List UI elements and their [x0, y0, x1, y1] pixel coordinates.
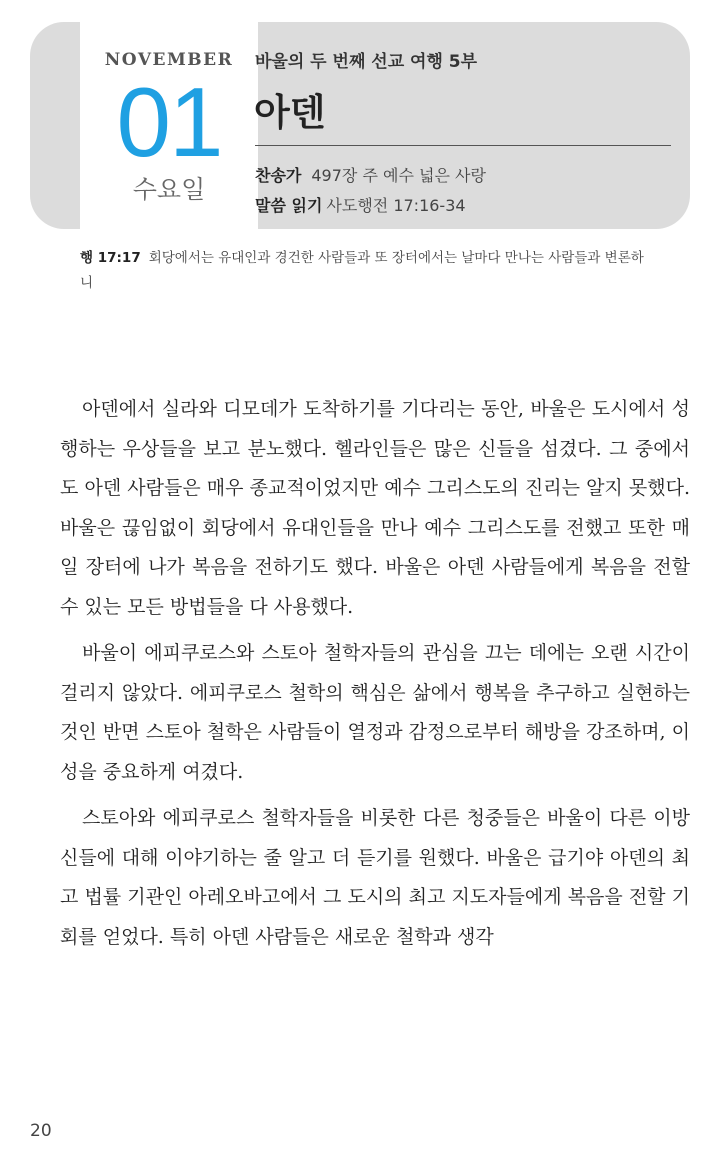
day-number: 01	[116, 67, 222, 177]
reading-label: 말씀 읽기	[255, 196, 323, 215]
devotional-header	[30, 22, 690, 229]
hymn-row	[255, 163, 486, 186]
reading-value: 사도행전 17:16-34	[326, 196, 466, 215]
hymn-label: 찬송가	[255, 166, 302, 185]
page-number: 20	[30, 1121, 52, 1141]
devotional-body	[60, 390, 690, 964]
key-verse	[80, 246, 650, 296]
key-verse-text: 회당에서는 유대인과 경건한 사람들과 또 장터에서는 날마다 만나는 사람들과 변론하니	[80, 250, 644, 291]
body-paragraph: 아덴에서 실라와 디모데가 도착하기를 기다리는 동안, 바울은 도시에서 성행하는 우상들을 보고 분노했다. 헬라인들은 많은 신들을 섬겼다. 그 중에서도 아덴 사람들은 매우 종교적이었지만 예수 그리스도의 진리는 알지 못했다. 바울은 끊임없이 회당에서 유대인들을 만나 예수 그리스도를 전했고 또한 매일 장터에 나가 복음을 전하기도 했다. 바울은 아덴 사람들에게 복음을 전할 수 있는 모든 방법들을 다 사용했다.	[60, 398, 690, 618]
key-verse-reference: 행 17:17	[80, 250, 141, 266]
month-label: NOVEMBER	[104, 50, 234, 70]
body-paragraph: 바울이 에피쿠로스와 스토아 철학자들의 관심을 끄는 데에는 오랜 시간이 걸리지 않았다. 에피쿠로스 철학의 핵심은 삶에서 행복을 추구하고 실현하는 것인 반면 스토아 철학은 사람들이 열정과 감정으로부터 해방을 강조하며, 이성을 중요하게 여겼다.	[60, 642, 690, 783]
hymn-value: 497장 주 예수 넓은 사랑	[311, 166, 486, 185]
page-title: 아덴	[254, 91, 326, 134]
header-divider	[255, 145, 671, 146]
reading-row	[255, 193, 466, 216]
weekday-label: 수요일	[132, 175, 206, 204]
date-panel	[80, 22, 258, 229]
series-title: 바울의 두 번째 선교 여행 5부	[255, 52, 478, 72]
body-paragraph: 스토아와 에피쿠로스 철학자들을 비롯한 다른 청중들은 바울이 다른 이방신들에 대해 이야기하는 줄 알고 더 듣기를 원했다. 바울은 급기야 아덴의 최고 법률 기관인 아레오바고에서 그 도시의 최고 지도자들에게 복음을 전할 기회를 얻었다. 특히 아덴 사람들은 새로운 철학과 생각	[60, 807, 690, 948]
